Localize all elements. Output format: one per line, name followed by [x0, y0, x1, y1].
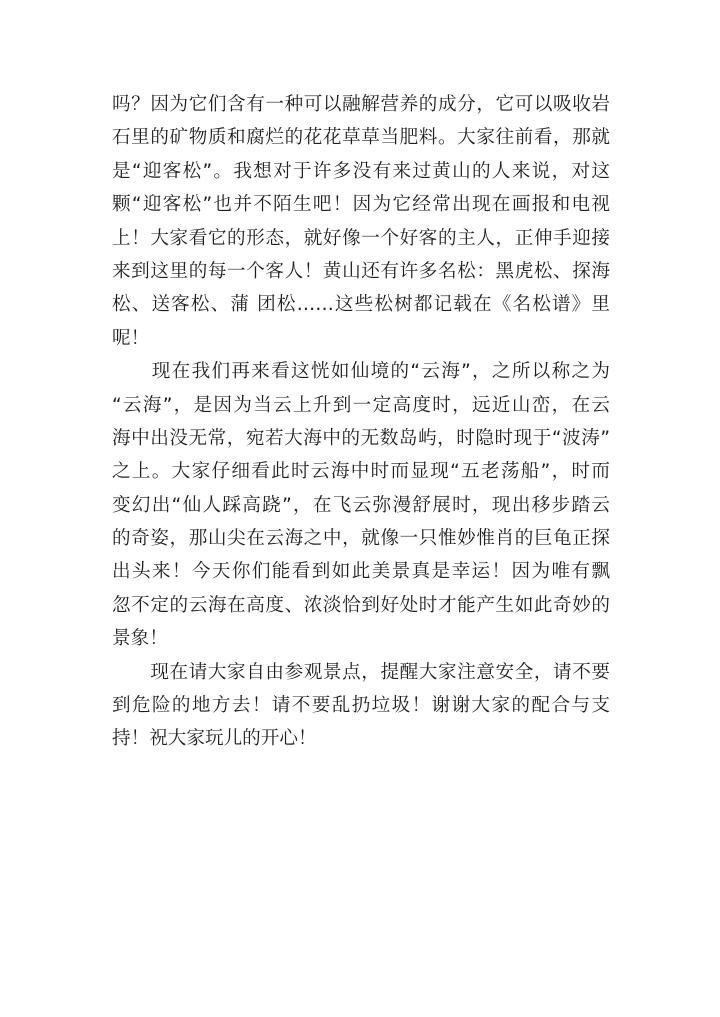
- text-line: 上！大家看它的形态，就好像一个好客的主人，正伸手迎接: [112, 227, 610, 249]
- text-line: 景象！: [112, 628, 168, 650]
- text-line: 持！祝大家玩儿的开心！: [112, 728, 317, 750]
- text-line: 之上。大家仔细看此时云海中时而显现“五老荡船”，时而: [112, 461, 610, 483]
- text-line: 松、送客松、蒲 团松……这些松树都记载在《名松谱》里: [112, 294, 610, 316]
- text-line: 现在我们再来看这恍如仙境的“云海”，之所以称之为: [112, 361, 610, 383]
- text-line: 出头来！今天你们能看到如此美景真是幸运！因为唯有飘: [112, 561, 610, 583]
- paragraph-3: [112, 656, 610, 756]
- text-line: 现在请大家自由参观景点，提醒大家注意安全，请不要: [112, 661, 610, 683]
- text-line: 来到这里的每一个客人！黄山还有许多名松：黑虎松、探海: [112, 260, 610, 282]
- text-line: 到危险的地方去！请不要乱扔垃圾！谢谢大家的配合与支: [112, 695, 610, 717]
- paragraph-1: [112, 88, 610, 355]
- text-line: 变幻出“仙人踩高跷”，在飞云弥漫舒展时，现出移步踏云: [112, 494, 610, 516]
- text-line: 忽不定的云海在高度、浓淡恰到好处时才能产生如此奇妙的: [112, 594, 610, 616]
- text-line: 海中出没无常，宛若大海中的无数岛屿，时隐时现于“波涛”: [112, 427, 610, 449]
- text-line: 是“迎客松”。我想对于许多没有来过黄山的人来说，对这: [112, 160, 610, 182]
- text-line: 呢！: [112, 327, 150, 349]
- text-line: 石里的矿物质和腐烂的花花草草当肥料。大家往前看，那就: [112, 127, 610, 149]
- text-line: 的奇姿，那山尖在云海之中，就像一只惟妙惟肖的巨龟正探: [112, 528, 610, 550]
- text-line: 颗“迎客松”也并不陌生吧！因为它经常出现在画报和电视: [112, 194, 610, 216]
- document-body: [112, 88, 610, 756]
- paragraph-2: [112, 355, 610, 656]
- text-line: “云海”，是因为当云上升到一定高度时，远近山峦，在云: [112, 394, 610, 416]
- text-line: 吗？因为它们含有一种可以融解营养的成分，它可以吸收岩: [112, 94, 610, 115]
